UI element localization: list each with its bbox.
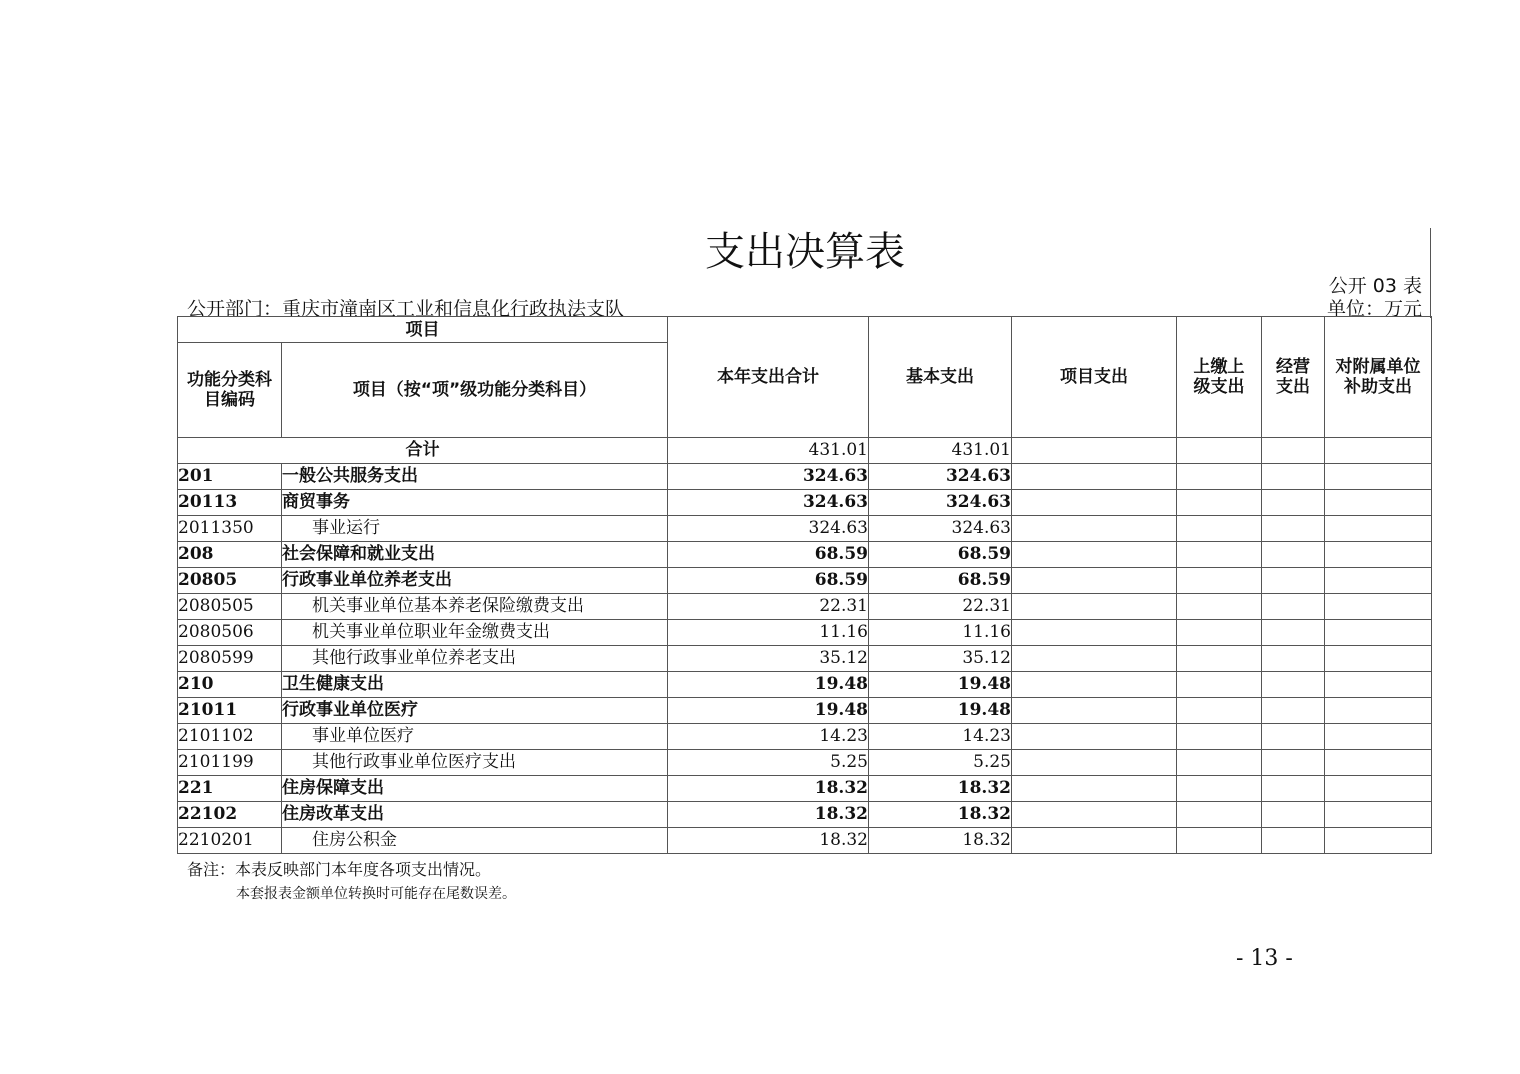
row-upper — [1177, 750, 1262, 776]
row-basic: 324.63 — [869, 464, 1012, 490]
row-total: 18.32 — [668, 776, 869, 802]
row-subsidy — [1325, 672, 1432, 698]
total-project — [1012, 438, 1177, 464]
row-basic: 18.32 — [869, 776, 1012, 802]
row-code: 221 — [178, 776, 282, 802]
row-code: 22102 — [178, 802, 282, 828]
row-name: 事业运行 — [282, 516, 668, 542]
row-total: 22.31 — [668, 594, 869, 620]
row-name: 社会保障和就业支出 — [282, 542, 668, 568]
row-name: 机关事业单位基本养老保险缴费支出 — [282, 594, 668, 620]
row-upper — [1177, 542, 1262, 568]
row-name: 机关事业单位职业年金缴费支出 — [282, 620, 668, 646]
row-name: 住房公积金 — [282, 828, 668, 854]
total-subsidy — [1325, 438, 1432, 464]
total-upper — [1177, 438, 1262, 464]
row-upper — [1177, 568, 1262, 594]
row-code: 2080505 — [178, 594, 282, 620]
header-total: 本年支出合计 — [668, 317, 869, 438]
department-label: 公开部门：重庆市潼南区工业和信息化行政执法支队 — [187, 298, 625, 320]
header-code: 功能分类科目编码 — [178, 343, 282, 438]
row-business — [1262, 776, 1325, 802]
table-row — [178, 464, 1432, 490]
row-code: 20113 — [178, 490, 282, 516]
row-business — [1262, 490, 1325, 516]
row-subsidy — [1325, 542, 1432, 568]
row-project — [1012, 542, 1177, 568]
row-upper — [1177, 802, 1262, 828]
table-row — [178, 672, 1432, 698]
row-basic: 11.16 — [869, 620, 1012, 646]
page-number: - 13 - — [1236, 946, 1293, 971]
row-name: 一般公共服务支出 — [282, 464, 668, 490]
row-code: 208 — [178, 542, 282, 568]
header-upper: 上缴上级支出 — [1177, 317, 1262, 438]
row-basic: 68.59 — [869, 542, 1012, 568]
unit-label: 单位：万元 — [1326, 298, 1422, 320]
row-total: 324.63 — [668, 516, 869, 542]
row-name: 其他行政事业单位养老支出 — [282, 646, 668, 672]
row-upper — [1177, 672, 1262, 698]
header-business: 经营支出 — [1262, 317, 1325, 438]
row-project — [1012, 568, 1177, 594]
table-row — [178, 516, 1432, 542]
row-project — [1012, 698, 1177, 724]
row-subsidy — [1325, 646, 1432, 672]
row-business — [1262, 620, 1325, 646]
row-total: 324.63 — [668, 490, 869, 516]
table-row — [178, 698, 1432, 724]
table-row — [178, 776, 1432, 802]
header-subsidy: 对附属单位补助支出 — [1325, 317, 1432, 438]
table-row — [178, 542, 1432, 568]
table-row — [178, 620, 1432, 646]
row-name: 行政事业单位养老支出 — [282, 568, 668, 594]
row-project — [1012, 802, 1177, 828]
row-business — [1262, 802, 1325, 828]
row-name: 其他行政事业单位医疗支出 — [282, 750, 668, 776]
row-business — [1262, 828, 1325, 854]
row-business — [1262, 464, 1325, 490]
total-amount: 431.01 — [668, 438, 869, 464]
row-basic: 18.32 — [869, 802, 1012, 828]
row-total: 19.48 — [668, 698, 869, 724]
row-business — [1262, 750, 1325, 776]
note-line-1: 备注：本表反映部门本年度各项支出情况。 — [187, 860, 492, 879]
row-subsidy — [1325, 776, 1432, 802]
row-basic: 68.59 — [869, 568, 1012, 594]
table-row — [178, 594, 1432, 620]
row-basic: 22.31 — [869, 594, 1012, 620]
row-project — [1012, 750, 1177, 776]
row-code: 2080599 — [178, 646, 282, 672]
row-upper — [1177, 490, 1262, 516]
row-upper — [1177, 724, 1262, 750]
row-total: 68.59 — [668, 568, 869, 594]
table-row — [178, 646, 1432, 672]
row-name: 住房改革支出 — [282, 802, 668, 828]
row-business — [1262, 568, 1325, 594]
row-subsidy — [1325, 568, 1432, 594]
row-business — [1262, 698, 1325, 724]
total-basic: 431.01 — [869, 438, 1012, 464]
row-name: 行政事业单位医疗 — [282, 698, 668, 724]
row-total: 5.25 — [668, 750, 869, 776]
row-code: 210 — [178, 672, 282, 698]
row-name: 住房保障支出 — [282, 776, 668, 802]
row-code: 201 — [178, 464, 282, 490]
row-project — [1012, 828, 1177, 854]
row-project — [1012, 516, 1177, 542]
row-code: 2080506 — [178, 620, 282, 646]
row-upper — [1177, 646, 1262, 672]
table-row — [178, 750, 1432, 776]
row-total: 324.63 — [668, 464, 869, 490]
table-row — [178, 828, 1432, 854]
row-subsidy — [1325, 594, 1432, 620]
row-subsidy — [1325, 802, 1432, 828]
row-subsidy — [1325, 750, 1432, 776]
row-total: 14.23 — [668, 724, 869, 750]
row-code: 2101102 — [178, 724, 282, 750]
row-name: 商贸事务 — [282, 490, 668, 516]
total-business — [1262, 438, 1325, 464]
row-total: 11.16 — [668, 620, 869, 646]
row-total: 68.59 — [668, 542, 869, 568]
row-subsidy — [1325, 828, 1432, 854]
row-total: 18.32 — [668, 828, 869, 854]
row-business — [1262, 542, 1325, 568]
header-project: 项目支出 — [1012, 317, 1177, 438]
row-business — [1262, 646, 1325, 672]
row-basic: 35.12 — [869, 646, 1012, 672]
row-name: 卫生健康支出 — [282, 672, 668, 698]
row-basic: 14.23 — [869, 724, 1012, 750]
row-code: 20805 — [178, 568, 282, 594]
row-total: 19.48 — [668, 672, 869, 698]
header-item-group: 项目 — [178, 317, 668, 343]
row-basic: 324.63 — [869, 490, 1012, 516]
row-subsidy — [1325, 516, 1432, 542]
row-project — [1012, 464, 1177, 490]
page-title: 支出决算表 — [705, 229, 905, 275]
expenditure-table — [177, 316, 1432, 854]
row-basic: 19.48 — [869, 698, 1012, 724]
row-subsidy — [1325, 464, 1432, 490]
row-upper — [1177, 464, 1262, 490]
row-name: 事业单位医疗 — [282, 724, 668, 750]
row-total: 35.12 — [668, 646, 869, 672]
row-code: 2011350 — [178, 516, 282, 542]
table-row — [178, 568, 1432, 594]
row-business — [1262, 516, 1325, 542]
row-project — [1012, 672, 1177, 698]
row-subsidy — [1325, 490, 1432, 516]
row-basic: 19.48 — [869, 672, 1012, 698]
form-number: 公开 03 表 — [1328, 275, 1422, 297]
row-upper — [1177, 594, 1262, 620]
row-upper — [1177, 698, 1262, 724]
row-project — [1012, 620, 1177, 646]
row-project — [1012, 594, 1177, 620]
row-business — [1262, 724, 1325, 750]
row-basic: 18.32 — [869, 828, 1012, 854]
row-business — [1262, 672, 1325, 698]
row-code: 2101199 — [178, 750, 282, 776]
row-total: 18.32 — [668, 802, 869, 828]
row-basic: 324.63 — [869, 516, 1012, 542]
row-code: 2210201 — [178, 828, 282, 854]
header-name: 项目（按“项”级功能分类科目） — [282, 343, 668, 438]
row-business — [1262, 594, 1325, 620]
header-basic: 基本支出 — [869, 317, 1012, 438]
border-line — [1430, 228, 1431, 318]
row-upper — [1177, 776, 1262, 802]
row-upper — [1177, 516, 1262, 542]
table-row — [178, 490, 1432, 516]
row-subsidy — [1325, 620, 1432, 646]
row-subsidy — [1325, 724, 1432, 750]
row-project — [1012, 490, 1177, 516]
row-subsidy — [1325, 698, 1432, 724]
total-label: 合计 — [178, 438, 668, 464]
row-basic: 5.25 — [869, 750, 1012, 776]
table-row — [178, 802, 1432, 828]
row-project — [1012, 724, 1177, 750]
row-project — [1012, 776, 1177, 802]
row-project — [1012, 646, 1177, 672]
table-row — [178, 724, 1432, 750]
note-line-2: 本套报表金额单位转换时可能存在尾数误差。 — [236, 886, 516, 902]
row-code: 21011 — [178, 698, 282, 724]
row-upper — [1177, 620, 1262, 646]
total-row — [178, 438, 1432, 464]
row-upper — [1177, 828, 1262, 854]
